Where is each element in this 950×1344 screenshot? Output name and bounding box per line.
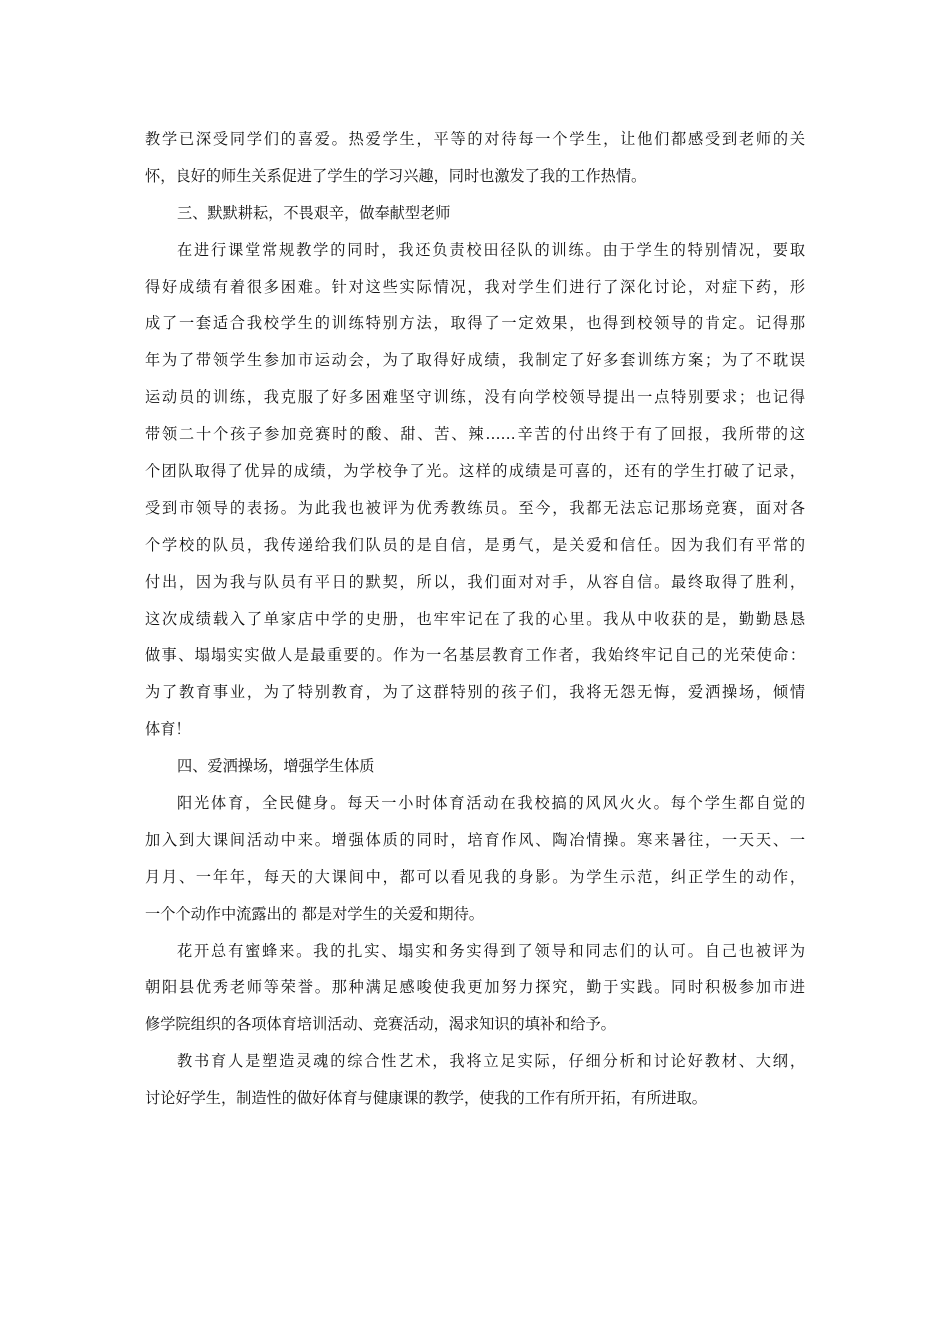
paragraph-line: 朝阳县优秀老师等荣誉。那种满足感唆使我更加努力探究，勤于实践。同时积极参加市进 bbox=[145, 978, 805, 997]
paragraph-line: 月月、一年年，每天的大课间中，都可以看见我的身影。为学生示范，纠正学生的动作， bbox=[145, 867, 805, 886]
paragraph-line: 花开总有蜜蜂来。我的扎实、塌实和务实得到了领导和同志们的认可。自己也被评为 bbox=[177, 941, 805, 960]
paragraph-line: 得好成绩有着很多困难。针对这些实际情况，我对学生们进行了深化讨论，对症下药，形 bbox=[145, 277, 805, 296]
section-heading: 三、默默耕耘，不畏艰辛，做奉献型老师 bbox=[177, 203, 451, 222]
paragraph-line: 教学已深受同学们的喜爱。热爱学生，平等的对待每一个学生，让他们都感受到老师的关 bbox=[145, 130, 805, 148]
paragraph-line: 怀，良好的师生关系促进了学生的学习兴趣，同时也激发了我的工作热情。 bbox=[145, 166, 647, 185]
paragraph-line: 这次成绩载入了单家店中学的史册，也牢牢记在了我的心里。我从中收获的是，勤勤恳恳 bbox=[145, 609, 805, 628]
section-heading: 四、爱洒操场，增强学生体质 bbox=[177, 757, 375, 776]
paragraph-line: 受到市领导的表扬。为此我也被评为优秀教练员。至今，我都无法忘记那场竞赛，面对各 bbox=[145, 498, 805, 517]
paragraph-line: 一个个动作中流露出的 都是对学生的关爱和期待。 bbox=[145, 904, 484, 923]
paragraph-line: 为了教育事业，为了特别教育，为了这群特别的孩子们，我将无怨无悔，爱洒操场，倾情 bbox=[145, 683, 805, 702]
paragraph-line: 个团队取得了优异的成绩，为学校争了光。这样的成绩是可喜的，还有的学生打破了记录， bbox=[145, 462, 805, 481]
paragraph-line: 教书育人是塑造灵魂的综合性艺术，我将立足实际，仔细分析和讨论好教材、大纲， bbox=[177, 1052, 805, 1071]
paragraph-line: 付出，因为我与队员有平日的默契，所以，我们面对对手，从容自信。最终取得了胜利， bbox=[145, 572, 805, 591]
paragraph-line: 年为了带领学生参加市运动会，为了取得好成绩，我制定了好多套训练方案；为了不耽误 bbox=[145, 351, 805, 370]
paragraph-line: 带领二十个孩子参加竞赛时的酸、甜、苦、辣……辛苦的付出终于有了回报，我所带的这 bbox=[145, 425, 805, 444]
paragraph-line: 阳光体育，全民健身。每天一小时体育活动在我校搞的风风火火。每个学生都自觉的 bbox=[177, 794, 805, 813]
paragraph-line: 个学校的队员，我传递给我们队员的是自信，是勇气，是关爱和信任。因为我们有平常的 bbox=[145, 535, 805, 554]
paragraph-line: 做事、塌塌实实做人是最重要的。作为一名基层教育工作者，我始终牢记自己的光荣使命： bbox=[145, 646, 805, 665]
paragraph-line: 成了一套适合我校学生的训练特别方法，取得了一定效果，也得到校领导的肯定。记得那 bbox=[145, 314, 805, 333]
document-body bbox=[145, 121, 805, 1117]
paragraph-line: 讨论好学生，制造性的做好体育与健康课的教学，使我的工作有所开拓，有所进取。 bbox=[145, 1089, 707, 1108]
paragraph-line: 在进行课堂常规教学的同时，我还负责校田径队的训练。由于学生的特别情况，要取 bbox=[177, 240, 805, 259]
paragraph-line: 加入到大课间活动中来。增强体质的同时，培育作风、陶冶情操。寒来暑往，一天天、一 bbox=[145, 830, 805, 849]
paragraph-line: 运动员的训练，我克服了好多困难坚守训练，没有向学校领导提出一点特别要求；也记得 bbox=[145, 388, 805, 407]
paragraph-line: 体育！ bbox=[145, 720, 191, 739]
paragraph-line: 修学院组织的各项体育培训活动、竞赛活动，渴求知识的填补和给予。 bbox=[145, 1015, 616, 1034]
